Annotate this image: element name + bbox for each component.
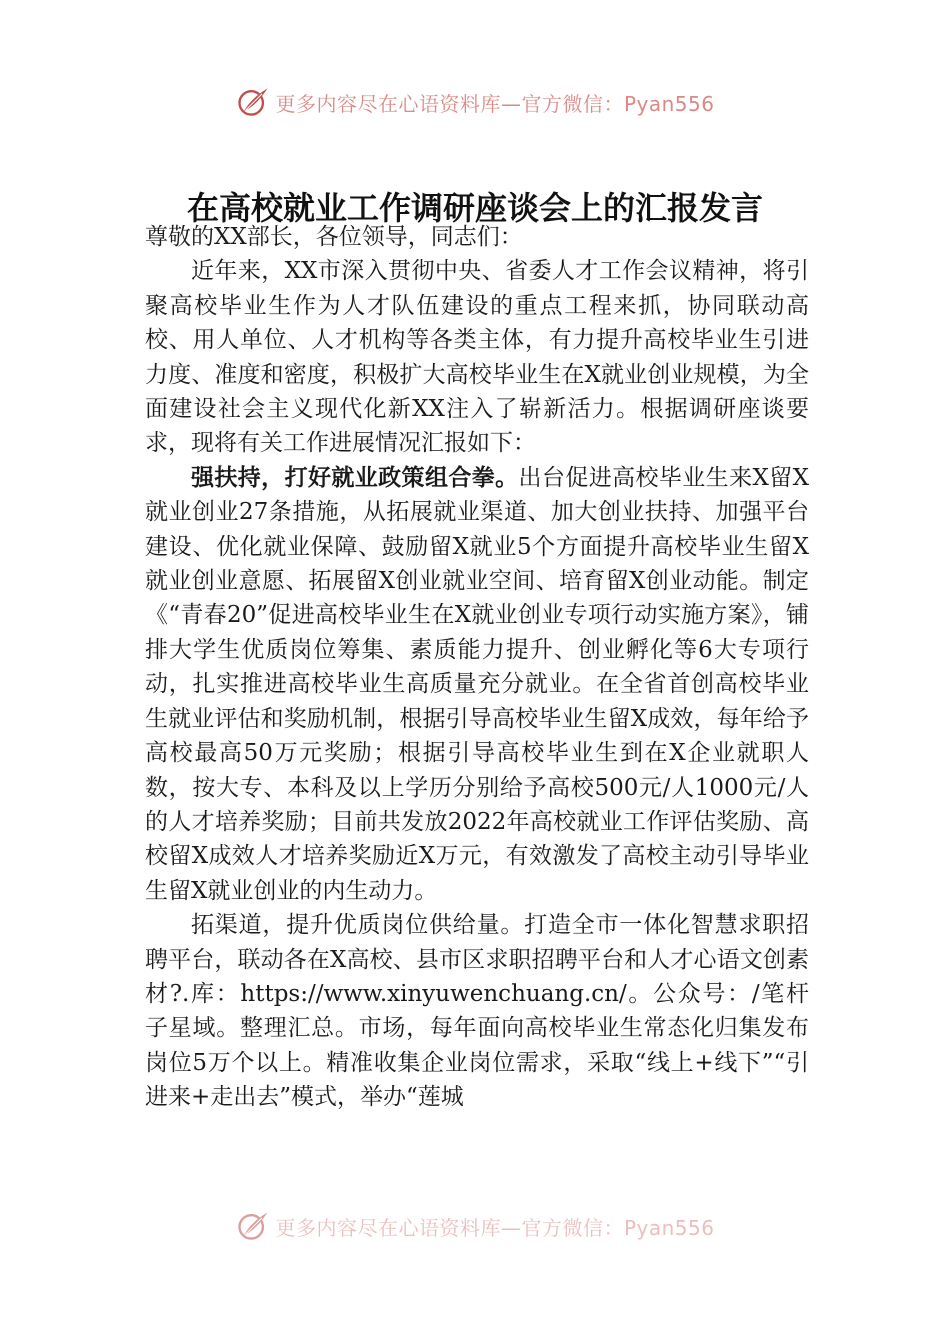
salutation: 尊敬的XX部长，各位领导，同志们：: [145, 224, 523, 250]
paragraph-channel: 拓渠道，提升优质岗位供给量。打造全市一体化智慧求职招聘平台，联动各在X高校、县市区求职招聘平台和人才心语文创素材?.库：https://www.xinyuwenchuang.cn/。公众号：/笔杆子星域。整理汇总。市场，每年面向高校毕业生常态化归集发布岗位5万个以上。精准收集企业岗位需求，采取“线上+线下”“引进来+走出去”模式，举办“莲城: [145, 912, 809, 1111]
header-watermark-banner: [0, 80, 950, 124]
document-title: 在高校就业工作调研座谈会上的汇报发言: [186, 189, 763, 227]
paragraph-policy-lead: 强扶持，打好就业政策组合拳。: [191, 463, 519, 491]
watermark-text: 更多内容尽在心语资料库—官方微信：Pyan556: [275, 91, 715, 116]
document-body: [145, 220, 809, 1115]
paragraph-intro: 近年来，XX市深入贯彻中央、省委人才工作会议精神，将引聚高校毕业生作为人才队伍建设的重点工程来抓，协同联动高校、用人单位、人才机构等各类主体，有力提升高校毕业生引进力度、准度和密度，积极扩大高校毕业生在X就业创业规模，为全面建设社会主义现代化新XX注入了崭新活力。根据调研座谈要求，现将有关工作进展情况汇报如下：: [145, 258, 809, 457]
quill-logo-icon: [235, 84, 271, 120]
quill-logo-icon: [235, 1208, 271, 1244]
watermark-text: 更多内容尽在心语资料库—官方微信：Pyan556: [275, 1215, 715, 1240]
paragraph-policy: [145, 461, 809, 908]
document-body-viewport: [0, 220, 950, 1216]
footer-watermark-banner: [0, 1204, 950, 1248]
paragraph-policy-body: 出台促进高校毕业生来X留X就业创业27条措施，从拓展就业渠道、加大创业扶持、加强平台建设、优化就业保障、鼓励留X就业5个方面提升高校毕业生留X就业创业意愿、拓展留X创业就业空间、培育留X创业动能。制定《“青春20”促进高校毕业生在X就业创业专项行动实施方案》，铺排大学生优质岗位筹集、素质能力提升、创业孵化等6大专项行动，扎实推进高校毕业生高质量充分就业。在全省首创高校毕业生就业评估和奖励机制，根据引导高校毕业生留X成效，每年给予高校最高50万元奖励；根据引导高校毕业生到在X企业就职人数，按大专、本科及以上学历分别给予高校500元/人1000元/人的人才培养奖励；目前共发放2022年高校就业工作评估奖励、高校留X成效人才培养奖励近X万元，有效激发了高校主动引导毕业生留X就业创业的内生动力。: [145, 464, 810, 904]
